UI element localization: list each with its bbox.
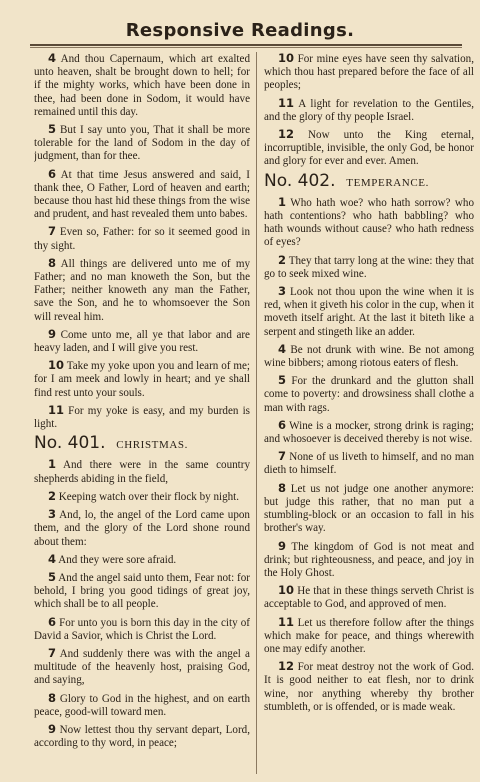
verse-number: 5 bbox=[48, 569, 57, 584]
verse-number: 1 bbox=[48, 457, 57, 472]
verse-text: For mine eyes have seen thy salvation, which thou hast prepared before the face of all peoples; bbox=[264, 53, 474, 92]
section-title: CHRISTMAS. bbox=[116, 439, 188, 452]
verse bbox=[34, 616, 250, 643]
verse-text: Now unto the King eternal, incorruptible, invisible, the only God, be honor and glory for ever and ever. Amen. bbox=[264, 129, 474, 168]
verse-text: For unto you is born this day in the city of David a Savior, which is Christ the Lord. bbox=[34, 616, 250, 642]
verse bbox=[34, 52, 250, 119]
verse bbox=[34, 257, 250, 324]
verse-text: And, lo, the angel of the Lord came upon them, and the glory of the Lord shone round about them: bbox=[34, 509, 250, 548]
verse bbox=[34, 723, 250, 750]
section-heading-402 bbox=[264, 170, 474, 191]
verse-number: 8 bbox=[48, 255, 57, 270]
verse bbox=[264, 482, 474, 536]
verse bbox=[264, 254, 474, 281]
verse-text: At that time Jesus answered and said, I thank thee, O Father, Lord of heaven and earth; because thou hast hid these things from the wise and prudent, and hast revealed them unto babes. bbox=[34, 168, 250, 221]
verse-text: Be not drunk with wine. Be not among wine bibbers; among riotous eaters of flesh. bbox=[264, 343, 474, 370]
verse-number: 10 bbox=[278, 583, 295, 598]
verse bbox=[34, 359, 250, 400]
reading-continued-right bbox=[264, 52, 474, 169]
verse-number: 10 bbox=[48, 358, 65, 373]
left-column bbox=[34, 52, 250, 774]
section-number: No. 402. bbox=[264, 170, 336, 191]
verse bbox=[34, 692, 250, 719]
verse-number: 11 bbox=[278, 614, 295, 629]
verse-text: Let us not judge one another anymore: but judge this rather, that no man put a stumbling-block or an occasion to fall in his brother's way. bbox=[264, 482, 474, 535]
verse bbox=[264, 343, 474, 370]
verse-text: For the drunkard and the glutton shall come to poverty: and drowsiness shall clothe a man with rags. bbox=[264, 375, 474, 414]
verse-text: Take my yoke upon you and learn of me; for I am meek and lowly in heart; and ye shall find rest unto your souls. bbox=[34, 360, 250, 399]
verse-text: He that in these things serveth Christ is acceptable to God, and approved of men. bbox=[264, 585, 474, 611]
section-title: TEMPERANCE. bbox=[346, 176, 429, 189]
verse bbox=[34, 225, 250, 252]
verse bbox=[34, 404, 250, 431]
verse-number: 4 bbox=[48, 551, 57, 566]
verse-number: 11 bbox=[48, 402, 65, 417]
section-heading-401 bbox=[34, 433, 250, 454]
verse bbox=[264, 97, 474, 124]
verse-text: And there were in the same country shepherds abiding in the field, bbox=[34, 459, 250, 485]
verse-number: 9 bbox=[48, 326, 57, 341]
verse-text: But I say unto you, That it shall be more tolerable for the land of Sodom in the day of judgment, than for thee. bbox=[34, 124, 250, 163]
verse-text: All things are delivered unto me of my Father; and no man knoweth the Son, but the Father; neither knoweth any man the Father, save the Son, and he to whomsoever the Son will reveal him. bbox=[34, 257, 250, 323]
verse-number: 5 bbox=[48, 122, 57, 137]
verse-text: Look not thou upon the wine when it is red, when it giveth his color in the cup, when it moveth itself aright. At the last it biteth like a serpent and stingeth like an adder. bbox=[264, 286, 474, 338]
verse bbox=[264, 660, 474, 714]
verse-number: 2 bbox=[278, 252, 287, 267]
verse bbox=[264, 419, 474, 446]
verse-number: 6 bbox=[48, 614, 57, 629]
verse-number: 4 bbox=[48, 52, 57, 65]
verse-text: Now lettest thou thy servant depart, Lord, according to thy word, in peace; bbox=[34, 723, 250, 750]
verse bbox=[264, 616, 474, 657]
verse bbox=[34, 508, 250, 549]
section-402-verses bbox=[264, 196, 474, 714]
verse-number: 1 bbox=[278, 194, 287, 209]
verse-text: For meat destroy not the work of God. It is good neither to eat flesh, nor to drink wine, nor anything whereby thy brother stumbleth, or is offended, or is made weak. bbox=[264, 661, 474, 713]
verse bbox=[34, 490, 250, 504]
verse bbox=[34, 458, 250, 485]
verse-number: 10 bbox=[278, 52, 295, 65]
verse-number: 7 bbox=[48, 645, 57, 660]
verse-text: Come unto me, all ye that labor and are heavy laden, and I will give you rest. bbox=[34, 328, 250, 355]
verse-number: 6 bbox=[48, 166, 57, 181]
verse-number: 7 bbox=[278, 449, 287, 464]
verse-text: They that tarry long at the wine: they that go to seek mixed wine. bbox=[264, 254, 474, 280]
verse bbox=[264, 128, 474, 169]
verse-text: And they were sore afraid. bbox=[58, 553, 177, 566]
verse-number: 2 bbox=[48, 488, 57, 503]
verse bbox=[34, 123, 250, 164]
verse-number: 8 bbox=[278, 480, 287, 495]
verse-text: And thou Capernaum, which art exalted unto heaven, shalt be brought down to hell; for if the mighty works, which have been done in thee, had been done in Sodom, it would have remained until this day. bbox=[34, 53, 250, 118]
verse bbox=[264, 196, 474, 250]
verse-text: And the angel said unto them, Fear not: for behold, I bring you good tidings of great joy, which shall be to all people. bbox=[34, 571, 250, 611]
verse-number: 9 bbox=[278, 538, 287, 553]
verse-text: The kingdom of God is not meat and drink; but righteousness, and peace, and joy in the Holy Ghost. bbox=[264, 540, 474, 579]
verse-text: None of us liveth to himself, and no man dieth to himself. bbox=[264, 451, 474, 477]
verse bbox=[264, 52, 474, 93]
verse-number: 3 bbox=[48, 507, 57, 522]
page-title: Responsive Readings. bbox=[125, 20, 355, 41]
verse bbox=[264, 450, 474, 477]
verse bbox=[34, 553, 250, 567]
verse bbox=[264, 285, 474, 339]
verse-number: 4 bbox=[278, 341, 287, 356]
verse bbox=[34, 328, 250, 355]
verse-text: A light for revelation to the Gentiles, and the glory of thy people Israel. bbox=[264, 97, 474, 123]
verse-text: Keeping watch over their flock by night. bbox=[58, 490, 240, 503]
verse-text: Even so, Father: for so it seemed good in thy sight. bbox=[34, 226, 250, 252]
verse bbox=[34, 571, 250, 612]
verse bbox=[34, 168, 250, 222]
verse-number: 9 bbox=[48, 721, 57, 736]
header-rule-thin bbox=[30, 47, 462, 48]
verse-number: 8 bbox=[48, 690, 57, 705]
verse-text: Who hath woe? who hath sorrow? who hath contentions? who hath babbling? who hath wounds without cause? who hath redness of eyes? bbox=[264, 196, 474, 249]
section-401-verses bbox=[34, 458, 250, 750]
verse-text: Wine is a mocker, strong drink is raging; and whosoever is deceived thereby is not wise. bbox=[264, 419, 474, 446]
verse bbox=[34, 647, 250, 688]
verse-number: 5 bbox=[278, 373, 287, 388]
verse-number: 12 bbox=[278, 127, 295, 142]
right-column bbox=[256, 52, 474, 774]
verse bbox=[264, 540, 474, 581]
verse-number: 7 bbox=[48, 224, 57, 239]
section-number: No. 401. bbox=[34, 433, 106, 454]
verse-number: 6 bbox=[278, 417, 287, 432]
verse bbox=[264, 584, 474, 611]
reading-continued bbox=[34, 52, 250, 431]
verse-text: Let us therefore follow after the things which make for peace, and things wherewith one may edify another. bbox=[264, 616, 474, 655]
verse-text: For my yoke is easy, and my burden is light. bbox=[34, 404, 250, 431]
verse bbox=[264, 374, 474, 415]
verse-text: And suddenly there was with the angel a multitude of the heavenly host, praising God, and saying, bbox=[34, 647, 250, 687]
verse-number: 12 bbox=[278, 659, 295, 674]
verse-text: Glory to God in the highest, and on earth peace, good-will toward men. bbox=[34, 692, 250, 718]
verse-number: 3 bbox=[278, 284, 287, 299]
verse-number: 11 bbox=[278, 95, 295, 110]
header-rule bbox=[30, 44, 462, 46]
